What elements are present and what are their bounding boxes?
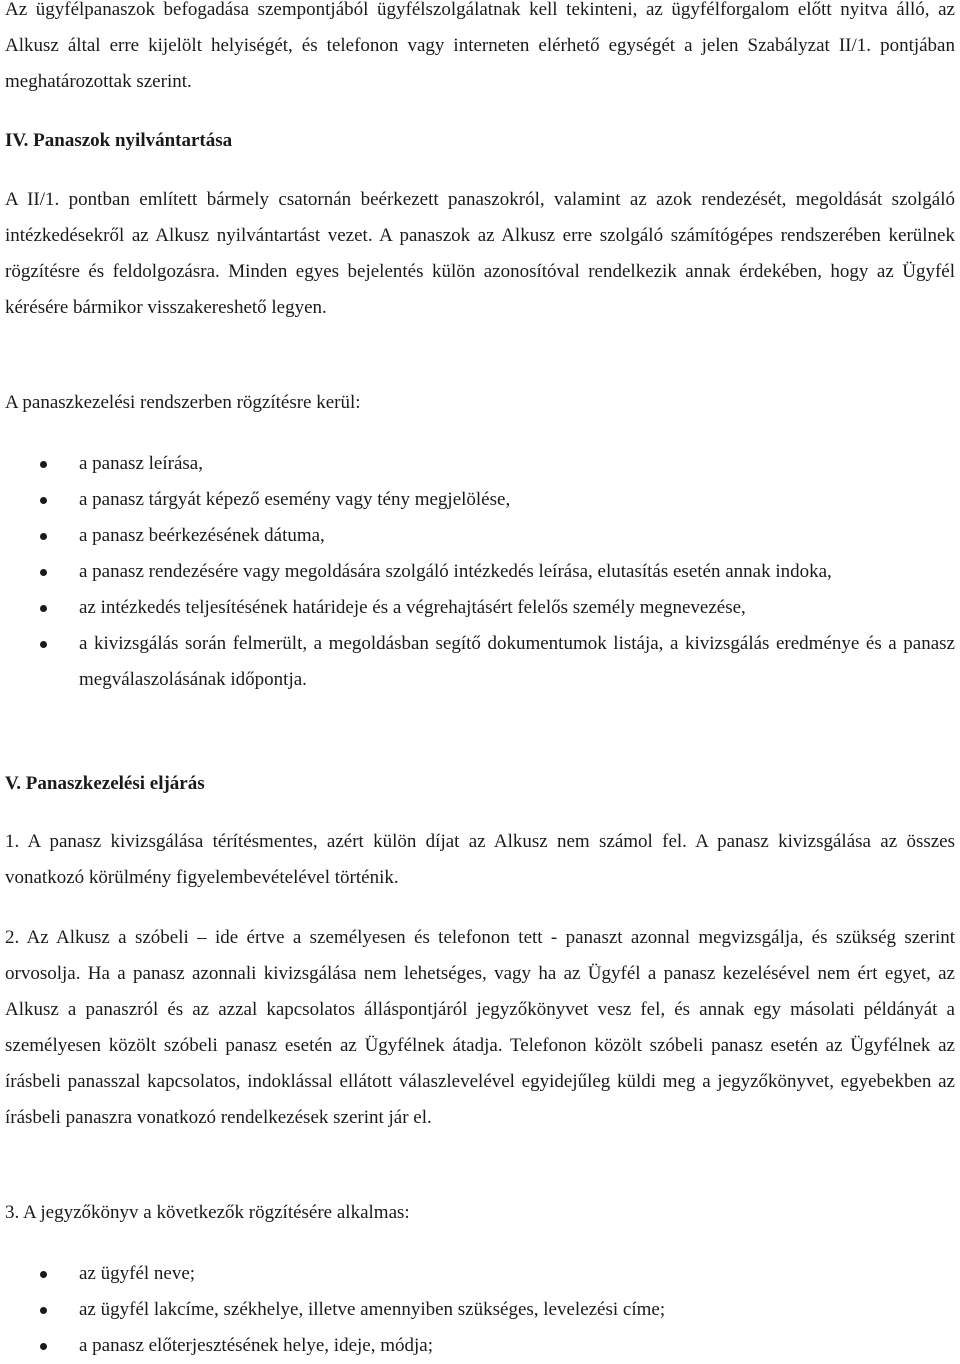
list-item: a panasz leírása, xyxy=(0,446,955,482)
section-heading-iv: IV. Panaszok nyilvántartása xyxy=(5,130,233,151)
list-item: az intézkedés teljesítésének határideje és a végrehajtásért felelős személy megnevezése, xyxy=(0,590,955,626)
section-v-paragraph-1: 1. A panasz kivizsgálása térítésmentes, azért külön díjat az Alkusz nem számol fel. A panasz kivizsgálása az összes vonatkozó körülmény figyelembevételével történik. xyxy=(5,831,955,888)
record-fields-list xyxy=(0,446,955,698)
list-item: a panasz rendezésére vagy megoldására szolgáló intézkedés leírása, elutasítás esetén annak indoka, xyxy=(0,554,955,590)
list-item: a panasz előterjesztésének helye, ideje, módja; xyxy=(0,1328,955,1364)
section-iv-paragraph: A II/1. pontban említett bármely csatornán beérkezett panaszokról, valamint az azok rendezését, megoldását szolgáló intézkedésekről az Alkusz nyilvántartást vezet. A panaszok az Alkusz erre szolgáló számítógépes rendszerében kerülnek rögzítésre és feldolgozásra. Minden egyes bejelentés külön azonosítóval rendelkezik annak érdekében, hogy az Ügyfél kérésére bármikor visszakereshető legyen. xyxy=(5,189,955,318)
list-item: az ügyfél lakcíme, székhelye, illetve amennyiben szükséges, levelezési címe; xyxy=(0,1292,955,1328)
list-item: az ügyfél neve; xyxy=(0,1256,955,1292)
section-iv-list-intro: A panaszkezelési rendszerben rögzítésre kerül: xyxy=(5,392,361,413)
section-heading-v: V. Panaszkezelési eljárás xyxy=(5,773,205,794)
list-item: a panasz beérkezésének dátuma, xyxy=(0,518,955,554)
section-v-paragraph-3: 3. A jegyzőkönyv a következők rögzítésére alkalmas: xyxy=(5,1202,410,1223)
list-item: a kivizsgálás során felmerült, a megoldásban segítő dokumentumok listája, a kivizsgálás eredménye és a panasz megválaszolásának időpontja. xyxy=(0,626,955,698)
intro-paragraph: Az ügyfélpanaszok befogadása szempontjából ügyfélszolgálatnak kell tekinteni, az ügyfélforgalom előtt nyitva álló, az Alkusz által erre kijelölt helyiségét, és telefonon vagy interneten elérhető egységét a jelen Szabályzat II/1. pontjában meghatározottak szerint. xyxy=(5,0,955,92)
list-item: a panasz tárgyát képező esemény vagy tény megjelölése, xyxy=(0,482,955,518)
section-v-paragraph-2: 2. Az Alkusz a szóbeli – ide értve a személyesen és telefonon tett - panaszt azonnal megvizsgálja, és szükség szerint orvosolja. Ha a panasz azonnali kivizsgálása nem lehetséges, vagy ha az Ügyfél a panasz kezelésével nem ért egyet, az Alkusz a panaszról és az azzal kapcsolatos álláspontjáról jegyzőkönyvet vesz fel, és annak egy másolati példányát a személyesen közölt szóbeli panasz esetén az Ügyfélnek átadja. Telefonon közölt szóbeli panasz esetén az Ügyfélnek az írásbeli panasszal kapcsolatos, indoklással ellátott válaszlevelével egyidejűleg küldi meg a jegyzőkönyvet, egyebekben az írásbeli panaszra vonatkozó rendelkezések szerint jár el. xyxy=(5,927,955,1128)
protocol-fields-list xyxy=(0,1256,955,1364)
